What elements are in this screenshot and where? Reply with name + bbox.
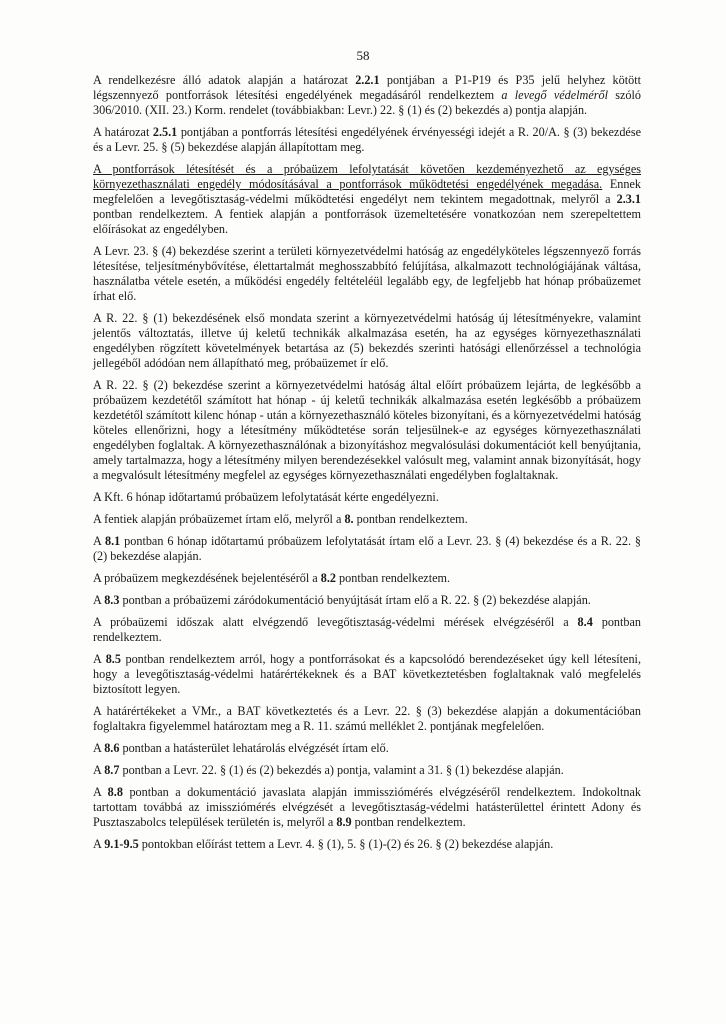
paragraph xyxy=(93,162,641,237)
text-run: A határértékeket a VMr., a BAT következtetés és a Levr. 22. § (3) bekezdése alapján a dokumentációban foglaltakra figyelemmel határoztam meg a R. 11. számú melléklet 2. pontjának megfelelően. xyxy=(93,704,641,733)
text-run: 8.3 xyxy=(104,593,120,607)
text-run: pontban rendelkeztem arról, hogy a pontforrásokat és a kapcsolódó berendezéseket úgy kell létesíteni, hogy a levegőtisztaság-védelmi határértékeknek és a BAT következtetésben foglaltaknak való megfelelés biztosított legyen. xyxy=(93,652,641,696)
text-run: pontban rendelkeztem. xyxy=(93,615,641,644)
paragraph xyxy=(93,244,641,304)
text-run: A Levr. 23. § (4) bekezdése szerint a területi környezetvédelmi hatóság az engedélyköteles légszennyező forrás létesítése, teljesítménybővítése, élettartalmát meghosszabbító felújítása, alkalmazott technológiájának váltása, használatba vétele esetén, a működési engedély feltételéül legalább egy, de legfeljebb hat hónap próbaüzemet írhat elő. xyxy=(93,244,641,303)
text-run: A xyxy=(93,837,105,851)
text-run: pontban a hatásterület lehatárolás elvégzését írtam elő. xyxy=(119,741,389,755)
text-run: pontjában a pontforrás létesítési engedélyének érvényességi idejét a R. 20/A. § (3) bekezdése és a Levr. 25. § (5) bekezdése alapján állapítottam meg. xyxy=(93,125,641,154)
paragraph xyxy=(93,512,641,527)
text-run: 8.2 xyxy=(320,571,336,585)
paragraph xyxy=(93,704,641,734)
paragraph xyxy=(93,125,641,155)
text-run: 2.5.1 xyxy=(152,125,178,139)
document-body xyxy=(93,73,641,859)
paragraph xyxy=(93,615,641,645)
text-run: 8.1 xyxy=(105,534,121,548)
text-run: A próbaüzemi időszak alatt elvégzendő levegőtisztaság-védelmi mérések elvégzéséről a xyxy=(93,615,578,629)
text-run: A xyxy=(93,593,105,607)
text-run: A rendelkezésre álló adatok alapján a határozat xyxy=(93,73,356,87)
text-run: 2.2.1 xyxy=(355,73,380,87)
text-run: pontban rendelkeztem. xyxy=(335,571,451,585)
paragraph xyxy=(93,593,641,608)
text-run: 8.6 xyxy=(104,741,120,755)
text-run: pontban rendelkeztem. xyxy=(351,815,466,829)
text-run: 8.7 xyxy=(104,763,120,777)
paragraph xyxy=(93,490,641,505)
text-run: a levegő védelméről xyxy=(501,88,608,102)
page-number: 58 xyxy=(356,48,370,63)
text-run: A xyxy=(93,785,108,799)
text-run: pontban a próbaüzemi záródokumentáció benyújtását írtam elő a R. 22. § (2) bekezdése alapján. xyxy=(119,593,591,607)
text-run: pontban a Levr. 22. § (1) és (2) bekezdés a) pontja, valamint a 31. § (1) bekezdése alapján. xyxy=(119,763,564,777)
text-run: Ennek megfelelően a levegőtisztaság-védelmi működtetési engedélyt nem tekintem megadottnak, melyről a xyxy=(93,177,641,206)
text-run: 8.5 xyxy=(105,652,121,666)
text-run: A xyxy=(93,652,106,666)
text-run: A határozat xyxy=(93,125,153,139)
text-run: pontokban előírást tettem a Levr. 4. § (1), 5. § (1)-(2) és 26. § (2) bekezdése alapján. xyxy=(138,837,554,851)
text-run: pontban a dokumentáció javaslata alapján immissziómérés elvégzéséről rendelkeztem. Indokoltnak tartottam továbbá az imissziómérés elvégzését a levegőtisztaság-védelmi hatásterülettel érintett Adony és Pusztaszabolcs települések területén is, melyről a xyxy=(93,785,641,829)
paragraph xyxy=(93,534,641,564)
text-run: 2.3.1 xyxy=(616,192,641,206)
text-run: pontjában a P1-P19 és P35 jelű helyhez kötött légszennyező pontforrások létesítési engedélyének megadásáról rendelkeztem xyxy=(93,73,641,102)
text-run: pontban rendelkeztem. A fentiek alapján a pontforrások üzemeltetésére vonatkozóan nem szerepeltettem előírásokat az engedélyben. xyxy=(93,207,641,236)
paragraph xyxy=(93,763,641,778)
text-run: 8.8 xyxy=(107,785,123,799)
text-run: A pontforrások létesítését és a próbaüzem lefolytatását követően kezdeményezhető az egységes környezethasználati engedély módosításával a pontforrások működtetési engedélyének megadása. xyxy=(93,162,641,191)
text-run: A Kft. 6 hónap időtartamú próbaüzem lefolytatását kérte engedélyezni. xyxy=(93,490,439,504)
text-run: 9.1-9.5 xyxy=(104,837,139,851)
text-run: A R. 22. § (2) bekezdése szerint a környezetvédelmi hatóság által előírt próbaüzem lejárta, de legkésőbb a próbaüzem kezdetétől számított hat hónap - új keletű technikák alkalmazása esetén legkésőbb a próbaüzem kezdetétől számított kilenc hónap - után a környezethasználó köteles bizonyítani, és a környezetvédelmi hatóság köteles ellenőrizni, hogy a létesítmény működtetése során teljesülnek-e az egységes környezethasználati engedélyben foglaltak. A környezethasználónak a bizonyításhoz megvalósulási dokumentációt kell benyújtania, amely tartalmazza, hogy a létesítmény milyen berendezésekkel valósult meg, valamint annak bizonyítását, hogy a megvalósult létesítmény megfelel az egységes környezethasználati engedélyben foglaltaknak. xyxy=(93,378,641,482)
text-run: A R. 22. § (1) bekezdésének első mondata szerint a környezetvédelmi hatóság új létesítményekre, valamint jelentős változtatás, illetve új keletű technikák alkalmazása esetén, ha az egységes környezethasználati engedélyben rögzített követelmények betartása az (5) bekezdés szerinti hatósági ellenőrzéssel a technológia jellegéből adódóan nem állapítható meg, próbaüzemet ír elő. xyxy=(93,311,641,370)
text-run: szóló 306/2010. (XII. 23.) Korm. rendelet (továbbiakban: Levr.) 22. § (1) és (2) bekezdés a) pontja alapján. xyxy=(93,88,641,117)
text-run: A fentiek alapján próbaüzemet írtam elő, melyről a xyxy=(93,512,345,526)
text-run: 8.9 xyxy=(336,815,352,829)
paragraph xyxy=(93,311,641,371)
paragraph xyxy=(93,652,641,697)
text-run: A xyxy=(93,741,105,755)
text-run: 8.4 xyxy=(577,615,593,629)
paragraph xyxy=(93,73,641,118)
paragraph xyxy=(93,378,641,483)
paragraph xyxy=(93,571,641,586)
paragraph xyxy=(93,741,641,756)
paragraph xyxy=(93,785,641,830)
text-run: A xyxy=(93,534,106,548)
paragraph xyxy=(93,837,641,852)
text-run: pontban rendelkeztem. xyxy=(353,512,468,526)
text-run: 8. xyxy=(344,512,354,526)
text-run: A xyxy=(93,763,105,777)
text-run: A próbaüzem megkezdésének bejelentéséről a xyxy=(93,571,321,585)
text-run: pontban 6 hónap időtartamú próbaüzem lefolytatását írtam elő a Levr. 23. § (4) bekezdése és a R. 22. § (2) bekezdése alapján. xyxy=(93,534,641,563)
